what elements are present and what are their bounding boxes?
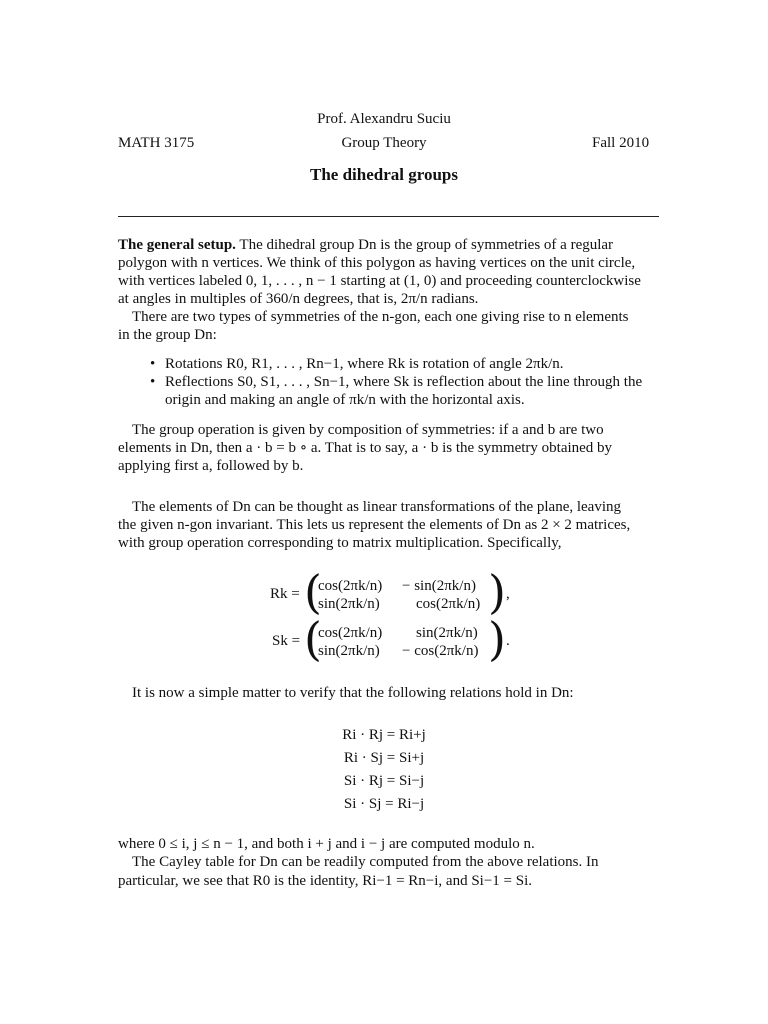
reflection-matrix — [272, 612, 532, 666]
left-paren: ( — [304, 565, 322, 619]
right-paren: ) — [488, 565, 506, 619]
sk-m22: − cos(2πk/n) — [402, 643, 479, 659]
rk-m11: cos(2πk/n) — [318, 578, 383, 594]
cayley-line2: particular, we see that R0 is the identity, Ri−1 = Rn−i, and Si−1 = Si. — [118, 873, 533, 889]
term: Fall 2010 — [592, 135, 650, 151]
left-paren: ( — [304, 612, 322, 666]
relations-intro: It is now a simple matter to verify that the following relations hold in Dn: — [132, 685, 574, 701]
para2-line2: in the group Dn: — [118, 327, 217, 343]
cayley-line1: The Cayley table for Dn can be readily computed from the above relations. In — [132, 854, 599, 870]
para1-line4: at angles in multiples of 360/n degrees, that is, 2π/n radians. — [118, 291, 479, 307]
bullet-reflections-line2: origin and making an angle of πk/n with the horizontal axis. — [165, 392, 525, 408]
relation-rr: Ri · Rj = Ri+j — [342, 727, 426, 743]
para3-line1: The group operation is given by composition of symmetries: if a and b are two — [132, 422, 604, 438]
rk-m21: sin(2πk/n) — [318, 596, 380, 612]
section2-line1: The elements of Dn can be thought as linear transformations of the plane, leaving — [132, 499, 622, 515]
sk-m11: cos(2πk/n) — [318, 625, 383, 641]
rk-m12: − sin(2πk/n) — [402, 578, 476, 594]
bullet-marker-2: • — [150, 374, 156, 390]
bullet-rotations: Rotations R0, R1, . . . , Rn−1, where Rk is rotation of angle 2πk/n. — [165, 356, 564, 372]
para3-line2: elements in Dn, then a · b = b ∘ a. That is to say, a · b is the symmetry obtained by — [118, 440, 613, 456]
para3-line3: applying first a, followed by b. — [118, 458, 304, 474]
right-paren: ) — [488, 612, 506, 666]
section2-line3: with group operation corresponding to matrix multiplication. Specifically, — [118, 535, 562, 551]
modulo-note: where 0 ≤ i, j ≤ n − 1, and both i + j and i − j are computed modulo n. — [118, 836, 535, 852]
professor-name: Prof. Alexandru Suciu — [317, 111, 451, 127]
divider-rule — [118, 216, 659, 217]
section2-line2: the given n-gon invariant. This lets us represent the elements of Dn as 2 × 2 matrices, — [118, 517, 631, 533]
bullet-reflections-line1: Reflections S0, S1, . . . , Sn−1, where Sk is reflection about the line through the — [165, 374, 643, 390]
para1-line1-text: The dihedral group Dn is the group of symmetries of a regular — [239, 237, 614, 253]
section-heading: The general setup. — [118, 237, 236, 253]
rk-label: Rk = — [270, 586, 300, 602]
course-subject: Group Theory — [341, 135, 427, 151]
para1-line2: polygon with n vertices. We think of this polygon as having vertices on the unit circle, — [118, 255, 636, 271]
rk-m22: cos(2πk/n) — [416, 596, 481, 612]
page-title: The dihedral groups — [309, 165, 458, 184]
sk-m12: sin(2πk/n) — [416, 625, 478, 641]
para2-line1: There are two types of symmetries of the n-gon, each one giving rise to n elements — [132, 309, 629, 325]
section1-line1 — [118, 236, 613, 254]
relation-sr: Si · Rj = Si−j — [343, 773, 425, 789]
course-code: MATH 3175 — [118, 135, 195, 151]
relation-ss: Si · Sj = Ri−j — [343, 796, 425, 812]
para1-line3: with vertices labeled 0, 1, . . . , n − 1 starting at (1, 0) and proceeding counterclockwise — [118, 273, 641, 289]
sk-label: Sk = — [272, 633, 301, 649]
bullet-marker-1: • — [150, 356, 156, 372]
sk-m21: sin(2πk/n) — [318, 643, 380, 659]
rk-punct: , — [506, 586, 510, 602]
sk-punct: . — [506, 633, 510, 649]
relation-rs: Ri · Sj = Si+j — [343, 750, 425, 766]
rotation-matrix — [270, 565, 530, 619]
